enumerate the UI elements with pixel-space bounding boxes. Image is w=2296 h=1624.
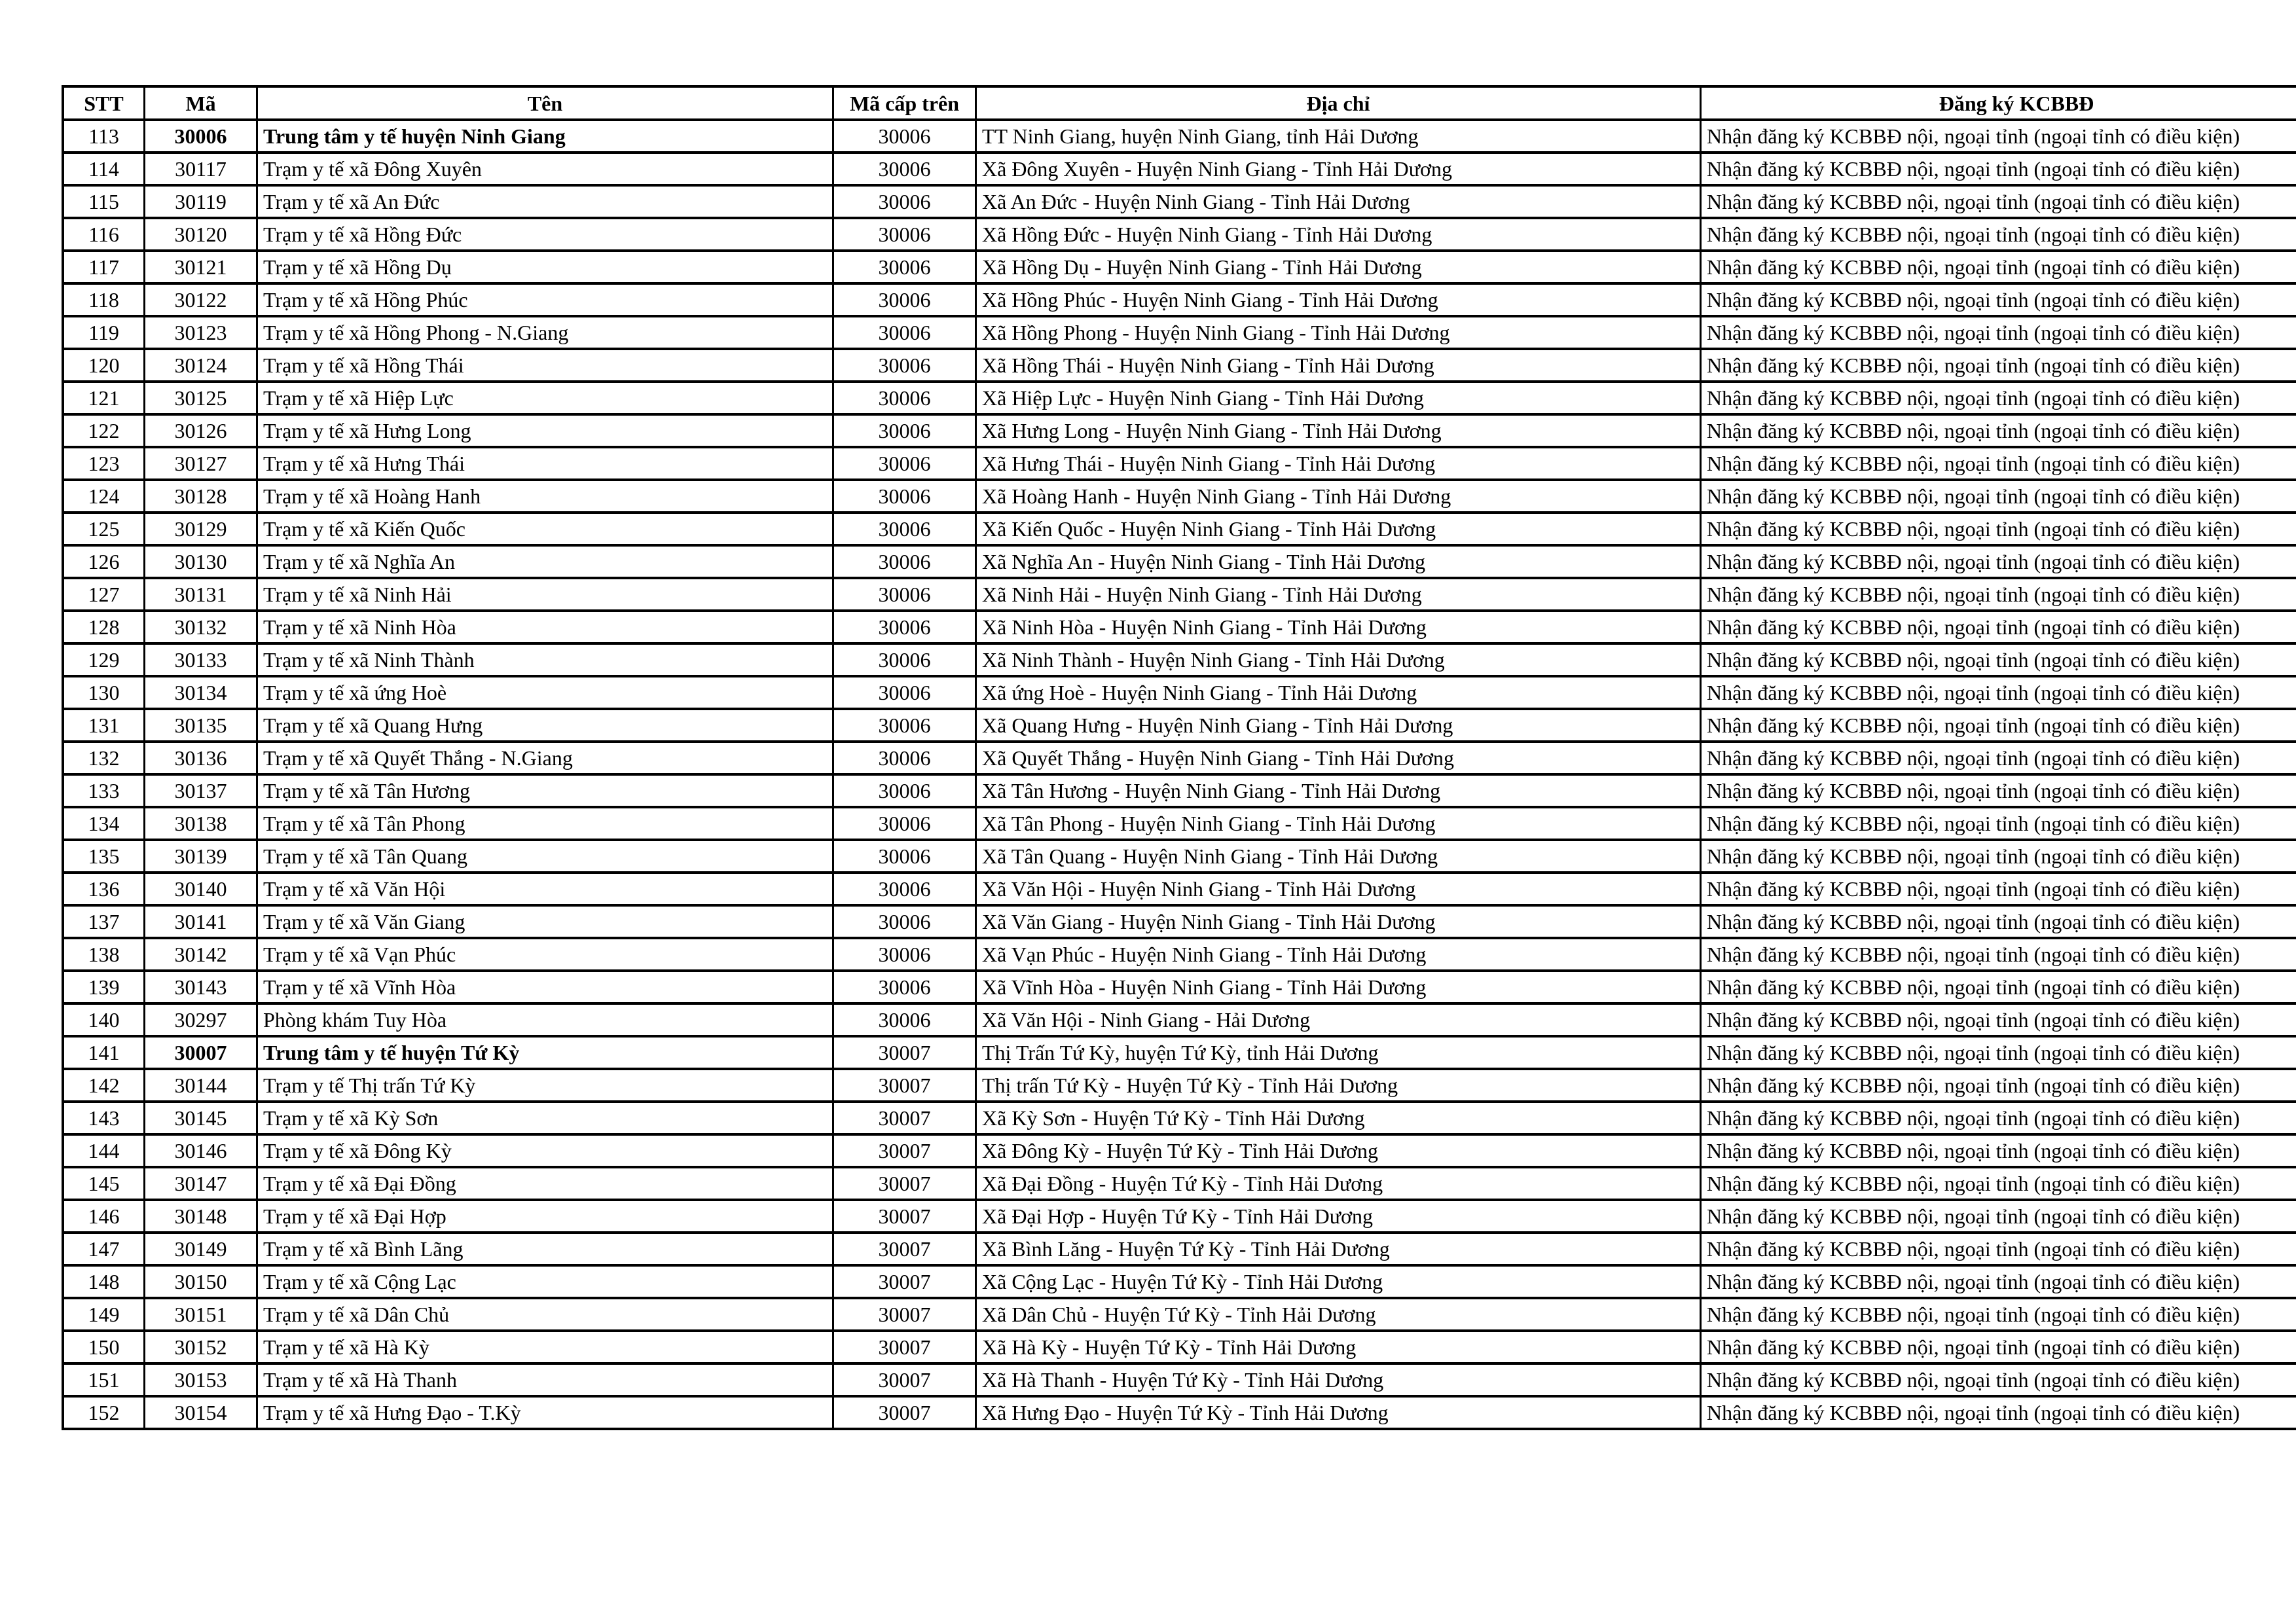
cell-code: 30007 [145, 1036, 257, 1069]
cell-stt: 151 [63, 1363, 145, 1396]
header-registration: Đăng ký KCBBĐ [1701, 86, 2296, 120]
cell-code: 30149 [145, 1233, 257, 1265]
cell-parent-code: 30007 [833, 1134, 976, 1167]
cell-parent-code: 30006 [833, 709, 976, 742]
cell-name: Trạm y tế xã Văn Hội [257, 873, 833, 905]
cell-registration: Nhận đăng ký KCBBĐ nội, ngoại tỉnh (ngoại tỉnh có điều kiện) [1701, 611, 2296, 643]
cell-address: Xã Vạn Phúc - Huyện Ninh Giang - Tỉnh Hải Dương [976, 938, 1701, 971]
cell-parent-code: 30006 [833, 120, 976, 153]
cell-name: Trạm y tế Thị trấn Tứ Kỳ [257, 1069, 833, 1102]
cell-registration: Nhận đăng ký KCBBĐ nội, ngoại tỉnh (ngoại tỉnh có điều kiện) [1701, 1134, 2296, 1167]
table-row [63, 218, 2296, 251]
cell-address: Xã Kỳ Sơn - Huyện Tứ Kỳ - Tỉnh Hải Dương [976, 1102, 1701, 1134]
cell-stt: 136 [63, 873, 145, 905]
cell-code: 30146 [145, 1134, 257, 1167]
cell-address: Xã Hồng Phúc - Huyện Ninh Giang - Tỉnh Hải Dương [976, 283, 1701, 316]
cell-name: Trạm y tế xã Văn Giang [257, 905, 833, 938]
cell-name: Trạm y tế xã Vạn Phúc [257, 938, 833, 971]
cell-parent-code: 30006 [833, 185, 976, 218]
cell-address: Xã Tân Hương - Huyện Ninh Giang - Tỉnh Hải Dương [976, 774, 1701, 807]
header-code: Mã [145, 86, 257, 120]
cell-address: Xã Đại Hợp - Huyện Tứ Kỳ - Tỉnh Hải Dương [976, 1200, 1701, 1233]
cell-name: Trạm y tế xã Hồng Dụ [257, 251, 833, 283]
table-row [63, 611, 2296, 643]
cell-registration: Nhận đăng ký KCBBĐ nội, ngoại tỉnh (ngoại tỉnh có điều kiện) [1701, 971, 2296, 1003]
cell-registration: Nhận đăng ký KCBBĐ nội, ngoại tỉnh (ngoại tỉnh có điều kiện) [1701, 742, 2296, 774]
cell-address: Xã Ninh Hòa - Huyện Ninh Giang - Tỉnh Hải Dương [976, 611, 1701, 643]
cell-parent-code: 30006 [833, 349, 976, 382]
cell-address: Xã Cộng Lạc - Huyện Tứ Kỳ - Tỉnh Hải Dương [976, 1265, 1701, 1298]
cell-code: 30119 [145, 185, 257, 218]
cell-registration: Nhận đăng ký KCBBĐ nội, ngoại tỉnh (ngoại tỉnh có điều kiện) [1701, 578, 2296, 611]
cell-name: Trạm y tế xã Hồng Phúc [257, 283, 833, 316]
cell-address: Xã Hồng Thái - Huyện Ninh Giang - Tỉnh Hải Dương [976, 349, 1701, 382]
cell-stt: 148 [63, 1265, 145, 1298]
cell-parent-code: 30006 [833, 545, 976, 578]
cell-parent-code: 30006 [833, 611, 976, 643]
cell-address: Xã Hồng Đức - Huyện Ninh Giang - Tỉnh Hải Dương [976, 218, 1701, 251]
cell-registration: Nhận đăng ký KCBBĐ nội, ngoại tỉnh (ngoại tỉnh có điều kiện) [1701, 414, 2296, 447]
cell-code: 30124 [145, 349, 257, 382]
cell-code: 30145 [145, 1102, 257, 1134]
cell-stt: 113 [63, 120, 145, 153]
cell-parent-code: 30006 [833, 807, 976, 840]
cell-parent-code: 30006 [833, 414, 976, 447]
cell-name: Trạm y tế xã Cộng Lạc [257, 1265, 833, 1298]
cell-address: Thị trấn Tứ Kỳ - Huyện Tứ Kỳ - Tỉnh Hải Dương [976, 1069, 1701, 1102]
cell-stt: 121 [63, 382, 145, 414]
cell-parent-code: 30007 [833, 1200, 976, 1233]
cell-parent-code: 30006 [833, 218, 976, 251]
cell-name: Phòng khám Tuy Hòa [257, 1003, 833, 1036]
cell-name: Trạm y tế xã Hồng Thái [257, 349, 833, 382]
cell-registration: Nhận đăng ký KCBBĐ nội, ngoại tỉnh (ngoại tỉnh có điều kiện) [1701, 676, 2296, 709]
table-row [63, 545, 2296, 578]
cell-address: Xã Hồng Phong - Huyện Ninh Giang - Tỉnh Hải Dương [976, 316, 1701, 349]
cell-registration: Nhận đăng ký KCBBĐ nội, ngoại tỉnh (ngoại tỉnh có điều kiện) [1701, 1298, 2296, 1331]
cell-parent-code: 30006 [833, 1003, 976, 1036]
table-row [63, 283, 2296, 316]
cell-address: Xã Ninh Thành - Huyện Ninh Giang - Tỉnh Hải Dương [976, 643, 1701, 676]
cell-stt: 115 [63, 185, 145, 218]
table-row [63, 1233, 2296, 1265]
table-row [63, 840, 2296, 873]
cell-name: Trạm y tế xã An Đức [257, 185, 833, 218]
table-row [63, 185, 2296, 218]
cell-parent-code: 30006 [833, 480, 976, 513]
cell-parent-code: 30007 [833, 1167, 976, 1200]
table-row [63, 643, 2296, 676]
cell-code: 30152 [145, 1331, 257, 1363]
cell-name: Trạm y tế xã Nghĩa An [257, 545, 833, 578]
cell-name: Trạm y tế xã Đông Kỳ [257, 1134, 833, 1167]
cell-stt: 140 [63, 1003, 145, 1036]
cell-parent-code: 30006 [833, 873, 976, 905]
cell-address: Xã Văn Hội - Huyện Ninh Giang - Tỉnh Hải Dương [976, 873, 1701, 905]
cell-stt: 114 [63, 153, 145, 185]
table-row [63, 382, 2296, 414]
cell-stt: 126 [63, 545, 145, 578]
cell-parent-code: 30007 [833, 1265, 976, 1298]
cell-registration: Nhận đăng ký KCBBĐ nội, ngoại tỉnh (ngoại tỉnh có điều kiện) [1701, 840, 2296, 873]
table-row [63, 480, 2296, 513]
table-row [63, 676, 2296, 709]
cell-code: 30142 [145, 938, 257, 971]
cell-address: Xã An Đức - Huyện Ninh Giang - Tỉnh Hải Dương [976, 185, 1701, 218]
cell-code: 30143 [145, 971, 257, 1003]
facility-registry-table [62, 85, 2296, 1430]
table-row [63, 349, 2296, 382]
cell-parent-code: 30006 [833, 676, 976, 709]
cell-name: Trạm y tế xã Tân Phong [257, 807, 833, 840]
cell-code: 30131 [145, 578, 257, 611]
cell-parent-code: 30006 [833, 513, 976, 545]
cell-parent-code: 30007 [833, 1298, 976, 1331]
cell-parent-code: 30006 [833, 447, 976, 480]
cell-parent-code: 30006 [833, 578, 976, 611]
cell-registration: Nhận đăng ký KCBBĐ nội, ngoại tỉnh (ngoại tỉnh có điều kiện) [1701, 1069, 2296, 1102]
cell-stt: 125 [63, 513, 145, 545]
cell-name: Trạm y tế xã ứng Hoè [257, 676, 833, 709]
cell-name: Trạm y tế xã Hưng Thái [257, 447, 833, 480]
cell-code: 30133 [145, 643, 257, 676]
cell-registration: Nhận đăng ký KCBBĐ nội, ngoại tỉnh (ngoại tỉnh có điều kiện) [1701, 153, 2296, 185]
cell-registration: Nhận đăng ký KCBBĐ nội, ngoại tỉnh (ngoại tỉnh có điều kiện) [1701, 1331, 2296, 1363]
cell-parent-code: 30007 [833, 1069, 976, 1102]
cell-address: Xã Đông Kỳ - Huyện Tứ Kỳ - Tỉnh Hải Dương [976, 1134, 1701, 1167]
cell-stt: 131 [63, 709, 145, 742]
cell-registration: Nhận đăng ký KCBBĐ nội, ngoại tỉnh (ngoại tỉnh có điều kiện) [1701, 1003, 2296, 1036]
cell-stt: 138 [63, 938, 145, 971]
header-row [63, 86, 2296, 120]
cell-address: Xã Hà Kỳ - Huyện Tứ Kỳ - Tỉnh Hải Dương [976, 1331, 1701, 1363]
cell-address: Xã Bình Lăng - Huyện Tứ Kỳ - Tỉnh Hải Dương [976, 1233, 1701, 1265]
cell-address: Xã Đại Đồng - Huyện Tứ Kỳ - Tỉnh Hải Dương [976, 1167, 1701, 1200]
table-row [63, 447, 2296, 480]
cell-registration: Nhận đăng ký KCBBĐ nội, ngoại tỉnh (ngoại tỉnh có điều kiện) [1701, 513, 2296, 545]
cell-stt: 135 [63, 840, 145, 873]
cell-code: 30125 [145, 382, 257, 414]
table-row [63, 905, 2296, 938]
cell-stt: 144 [63, 1134, 145, 1167]
cell-address: Xã Văn Giang - Huyện Ninh Giang - Tỉnh Hải Dương [976, 905, 1701, 938]
cell-address: Xã Hồng Dụ - Huyện Ninh Giang - Tỉnh Hải Dương [976, 251, 1701, 283]
cell-stt: 122 [63, 414, 145, 447]
cell-registration: Nhận đăng ký KCBBĐ nội, ngoại tỉnh (ngoại tỉnh có điều kiện) [1701, 185, 2296, 218]
table-row [63, 1396, 2296, 1429]
cell-code: 30126 [145, 414, 257, 447]
cell-stt: 118 [63, 283, 145, 316]
cell-stt: 150 [63, 1331, 145, 1363]
cell-stt: 124 [63, 480, 145, 513]
cell-registration: Nhận đăng ký KCBBĐ nội, ngoại tỉnh (ngoại tỉnh có điều kiện) [1701, 382, 2296, 414]
table-row [63, 1134, 2296, 1167]
table-row [63, 1003, 2296, 1036]
cell-code: 30135 [145, 709, 257, 742]
table-row [63, 709, 2296, 742]
cell-stt: 117 [63, 251, 145, 283]
cell-stt: 133 [63, 774, 145, 807]
table-body [63, 120, 2296, 1429]
cell-address: Xã Hoàng Hanh - Huyện Ninh Giang - Tỉnh Hải Dương [976, 480, 1701, 513]
table-row [63, 807, 2296, 840]
cell-registration: Nhận đăng ký KCBBĐ nội, ngoại tỉnh (ngoại tỉnh có điều kiện) [1701, 480, 2296, 513]
cell-address: Xã Nghĩa An - Huyện Ninh Giang - Tỉnh Hải Dương [976, 545, 1701, 578]
cell-code: 30139 [145, 840, 257, 873]
cell-code: 30151 [145, 1298, 257, 1331]
cell-code: 30129 [145, 513, 257, 545]
cell-parent-code: 30006 [833, 774, 976, 807]
cell-registration: Nhận đăng ký KCBBĐ nội, ngoại tỉnh (ngoại tỉnh có điều kiện) [1701, 1036, 2296, 1069]
cell-name: Trạm y tế xã Hiệp Lực [257, 382, 833, 414]
table-row [63, 1331, 2296, 1363]
cell-registration: Nhận đăng ký KCBBĐ nội, ngoại tỉnh (ngoại tỉnh có điều kiện) [1701, 349, 2296, 382]
cell-name: Trạm y tế xã Hoàng Hanh [257, 480, 833, 513]
cell-registration: Nhận đăng ký KCBBĐ nội, ngoại tỉnh (ngoại tỉnh có điều kiện) [1701, 316, 2296, 349]
cell-stt: 119 [63, 316, 145, 349]
cell-code: 30148 [145, 1200, 257, 1233]
cell-registration: Nhận đăng ký KCBBĐ nội, ngoại tỉnh (ngoại tỉnh có điều kiện) [1701, 807, 2296, 840]
cell-parent-code: 30006 [833, 382, 976, 414]
cell-name: Trạm y tế xã Đông Xuyên [257, 153, 833, 185]
cell-name: Trạm y tế xã Hồng Phong - N.Giang [257, 316, 833, 349]
cell-name: Trạm y tế xã Tân Hương [257, 774, 833, 807]
cell-name: Trạm y tế xã Kỳ Sơn [257, 1102, 833, 1134]
cell-name: Trạm y tế xã Quang Hưng [257, 709, 833, 742]
cell-registration: Nhận đăng ký KCBBĐ nội, ngoại tỉnh (ngoại tỉnh có điều kiện) [1701, 1265, 2296, 1298]
table-row [63, 120, 2296, 153]
cell-address: Xã Hưng Đạo - Huyện Tứ Kỳ - Tỉnh Hải Dương [976, 1396, 1701, 1429]
cell-parent-code: 30006 [833, 153, 976, 185]
table-row [63, 1069, 2296, 1102]
cell-code: 30150 [145, 1265, 257, 1298]
cell-registration: Nhận đăng ký KCBBĐ nội, ngoại tỉnh (ngoại tỉnh có điều kiện) [1701, 251, 2296, 283]
cell-stt: 145 [63, 1167, 145, 1200]
table-row [63, 938, 2296, 971]
cell-address: Xã Vĩnh Hòa - Huyện Ninh Giang - Tỉnh Hải Dương [976, 971, 1701, 1003]
cell-parent-code: 30006 [833, 742, 976, 774]
cell-name: Trung tâm y tế huyện Tứ Kỳ [257, 1036, 833, 1069]
cell-address: Xã Quyết Thắng - Huyện Ninh Giang - Tỉnh Hải Dương [976, 742, 1701, 774]
cell-registration: Nhận đăng ký KCBBĐ nội, ngoại tỉnh (ngoại tỉnh có điều kiện) [1701, 643, 2296, 676]
cell-registration: Nhận đăng ký KCBBĐ nội, ngoại tỉnh (ngoại tỉnh có điều kiện) [1701, 905, 2296, 938]
cell-registration: Nhận đăng ký KCBBĐ nội, ngoại tỉnh (ngoại tỉnh có điều kiện) [1701, 545, 2296, 578]
table-row [63, 1265, 2296, 1298]
cell-code: 30153 [145, 1363, 257, 1396]
cell-stt: 120 [63, 349, 145, 382]
cell-stt: 134 [63, 807, 145, 840]
cell-stt: 137 [63, 905, 145, 938]
cell-name: Trạm y tế xã Vĩnh Hòa [257, 971, 833, 1003]
header-name: Tên [257, 86, 833, 120]
cell-name: Trạm y tế xã Hồng Đức [257, 218, 833, 251]
cell-code: 30147 [145, 1167, 257, 1200]
cell-code: 30117 [145, 153, 257, 185]
cell-name: Trạm y tế xã Đại Đồng [257, 1167, 833, 1200]
table-row [63, 153, 2296, 185]
cell-parent-code: 30007 [833, 1331, 976, 1363]
table-row [63, 316, 2296, 349]
cell-code: 30144 [145, 1069, 257, 1102]
cell-registration: Nhận đăng ký KCBBĐ nội, ngoại tỉnh (ngoại tỉnh có điều kiện) [1701, 1200, 2296, 1233]
cell-address: Xã Tân Phong - Huyện Ninh Giang - Tỉnh Hải Dương [976, 807, 1701, 840]
cell-name: Trạm y tế xã Ninh Hải [257, 578, 833, 611]
cell-name: Trạm y tế xã Quyết Thắng - N.Giang [257, 742, 833, 774]
cell-address: Xã Văn Hội - Ninh Giang - Hải Dương [976, 1003, 1701, 1036]
cell-code: 30132 [145, 611, 257, 643]
cell-parent-code: 30006 [833, 905, 976, 938]
cell-stt: 129 [63, 643, 145, 676]
header-address: Địa chỉ [976, 86, 1701, 120]
cell-code: 30154 [145, 1396, 257, 1429]
table-row [63, 1298, 2296, 1331]
cell-parent-code: 30006 [833, 971, 976, 1003]
cell-name: Trạm y tế xã Hà Kỳ [257, 1331, 833, 1363]
cell-parent-code: 30006 [833, 251, 976, 283]
cell-address: Xã Quang Hưng - Huyện Ninh Giang - Tỉnh Hải Dương [976, 709, 1701, 742]
cell-parent-code: 30007 [833, 1363, 976, 1396]
cell-stt: 139 [63, 971, 145, 1003]
cell-code: 30121 [145, 251, 257, 283]
cell-code: 30136 [145, 742, 257, 774]
table-row [63, 1102, 2296, 1134]
cell-code: 30130 [145, 545, 257, 578]
cell-name: Trạm y tế xã Hà Thanh [257, 1363, 833, 1396]
cell-stt: 143 [63, 1102, 145, 1134]
cell-name: Trạm y tế xã Bình Lãng [257, 1233, 833, 1265]
cell-stt: 149 [63, 1298, 145, 1331]
table-row [63, 513, 2296, 545]
cell-address: Xã Ninh Hải - Huyện Ninh Giang - Tỉnh Hải Dương [976, 578, 1701, 611]
cell-stt: 142 [63, 1069, 145, 1102]
cell-stt: 128 [63, 611, 145, 643]
cell-name: Trạm y tế xã Ninh Hòa [257, 611, 833, 643]
cell-stt: 127 [63, 578, 145, 611]
cell-stt: 132 [63, 742, 145, 774]
cell-name: Trạm y tế xã Tân Quang [257, 840, 833, 873]
table-row [63, 414, 2296, 447]
table-header [63, 86, 2296, 120]
cell-address: Xã Hà Thanh - Huyện Tứ Kỳ - Tỉnh Hải Dương [976, 1363, 1701, 1396]
cell-code: 30141 [145, 905, 257, 938]
cell-parent-code: 30007 [833, 1233, 976, 1265]
cell-address: Xã ứng Hoè - Huyện Ninh Giang - Tỉnh Hải Dương [976, 676, 1701, 709]
cell-registration: Nhận đăng ký KCBBĐ nội, ngoại tỉnh (ngoại tỉnh có điều kiện) [1701, 447, 2296, 480]
cell-name: Trạm y tế xã Hưng Long [257, 414, 833, 447]
cell-registration: Nhận đăng ký KCBBĐ nội, ngoại tỉnh (ngoại tỉnh có điều kiện) [1701, 1233, 2296, 1265]
cell-registration: Nhận đăng ký KCBBĐ nội, ngoại tỉnh (ngoại tỉnh có điều kiện) [1701, 938, 2296, 971]
cell-address: Xã Dân Chủ - Huyện Tứ Kỳ - Tỉnh Hải Dương [976, 1298, 1701, 1331]
table-row [63, 971, 2296, 1003]
cell-parent-code: 30007 [833, 1102, 976, 1134]
cell-code: 30128 [145, 480, 257, 513]
cell-registration: Nhận đăng ký KCBBĐ nội, ngoại tỉnh (ngoại tỉnh có điều kiện) [1701, 283, 2296, 316]
cell-registration: Nhận đăng ký KCBBĐ nội, ngoại tỉnh (ngoại tỉnh có điều kiện) [1701, 1363, 2296, 1396]
cell-parent-code: 30006 [833, 643, 976, 676]
cell-registration: Nhận đăng ký KCBBĐ nội, ngoại tỉnh (ngoại tỉnh có điều kiện) [1701, 873, 2296, 905]
cell-registration: Nhận đăng ký KCBBĐ nội, ngoại tỉnh (ngoại tỉnh có điều kiện) [1701, 774, 2296, 807]
cell-code: 30297 [145, 1003, 257, 1036]
cell-address: Thị Trấn Tứ Kỳ, huyện Tứ Kỳ, tỉnh Hải Dương [976, 1036, 1701, 1069]
cell-stt: 147 [63, 1233, 145, 1265]
cell-address: Xã Đông Xuyên - Huyện Ninh Giang - Tỉnh Hải Dương [976, 153, 1701, 185]
cell-stt: 141 [63, 1036, 145, 1069]
cell-registration: Nhận đăng ký KCBBĐ nội, ngoại tỉnh (ngoại tỉnh có điều kiện) [1701, 709, 2296, 742]
cell-code: 30123 [145, 316, 257, 349]
cell-registration: Nhận đăng ký KCBBĐ nội, ngoại tỉnh (ngoại tỉnh có điều kiện) [1701, 120, 2296, 153]
cell-code: 30134 [145, 676, 257, 709]
cell-code: 30138 [145, 807, 257, 840]
cell-stt: 130 [63, 676, 145, 709]
table-row [63, 742, 2296, 774]
cell-name: Trạm y tế xã Ninh Thành [257, 643, 833, 676]
cell-address: Xã Tân Quang - Huyện Ninh Giang - Tỉnh Hải Dương [976, 840, 1701, 873]
cell-name: Trạm y tế xã Hưng Đạo - T.Kỳ [257, 1396, 833, 1429]
cell-stt: 123 [63, 447, 145, 480]
table-row [63, 1167, 2296, 1200]
cell-address: Xã Hiệp Lực - Huyện Ninh Giang - Tỉnh Hải Dương [976, 382, 1701, 414]
cell-parent-code: 30006 [833, 316, 976, 349]
cell-parent-code: 30006 [833, 283, 976, 316]
cell-address: Xã Hưng Thái - Huyện Ninh Giang - Tỉnh Hải Dương [976, 447, 1701, 480]
table-row [63, 578, 2296, 611]
cell-address: Xã Hưng Long - Huyện Ninh Giang - Tỉnh Hải Dương [976, 414, 1701, 447]
cell-registration: Nhận đăng ký KCBBĐ nội, ngoại tỉnh (ngoại tỉnh có điều kiện) [1701, 1167, 2296, 1200]
cell-code: 30137 [145, 774, 257, 807]
cell-code: 30140 [145, 873, 257, 905]
cell-parent-code: 30006 [833, 938, 976, 971]
cell-name: Trạm y tế xã Kiến Quốc [257, 513, 833, 545]
cell-stt: 146 [63, 1200, 145, 1233]
cell-code: 30122 [145, 283, 257, 316]
cell-stt: 116 [63, 218, 145, 251]
cell-registration: Nhận đăng ký KCBBĐ nội, ngoại tỉnh (ngoại tỉnh có điều kiện) [1701, 218, 2296, 251]
cell-parent-code: 30007 [833, 1396, 976, 1429]
cell-code: 30127 [145, 447, 257, 480]
cell-parent-code: 30007 [833, 1036, 976, 1069]
header-stt: STT [63, 86, 145, 120]
table-row [63, 774, 2296, 807]
cell-registration: Nhận đăng ký KCBBĐ nội, ngoại tỉnh (ngoại tỉnh có điều kiện) [1701, 1396, 2296, 1429]
table-row [63, 251, 2296, 283]
cell-code: 30120 [145, 218, 257, 251]
cell-name: Trung tâm y tế huyện Ninh Giang [257, 120, 833, 153]
cell-address: Xã Kiến Quốc - Huyện Ninh Giang - Tỉnh Hải Dương [976, 513, 1701, 545]
cell-stt: 152 [63, 1396, 145, 1429]
cell-name: Trạm y tế xã Đại Hợp [257, 1200, 833, 1233]
cell-address: TT Ninh Giang, huyện Ninh Giang, tỉnh Hải Dương [976, 120, 1701, 153]
cell-code: 30006 [145, 120, 257, 153]
table-row [63, 1363, 2296, 1396]
cell-parent-code: 30006 [833, 840, 976, 873]
cell-registration: Nhận đăng ký KCBBĐ nội, ngoại tỉnh (ngoại tỉnh có điều kiện) [1701, 1102, 2296, 1134]
header-parent-code: Mã cấp trên [833, 86, 976, 120]
table-row [63, 1036, 2296, 1069]
table-row [63, 1200, 2296, 1233]
table-row [63, 873, 2296, 905]
cell-name: Trạm y tế xã Dân Chủ [257, 1298, 833, 1331]
